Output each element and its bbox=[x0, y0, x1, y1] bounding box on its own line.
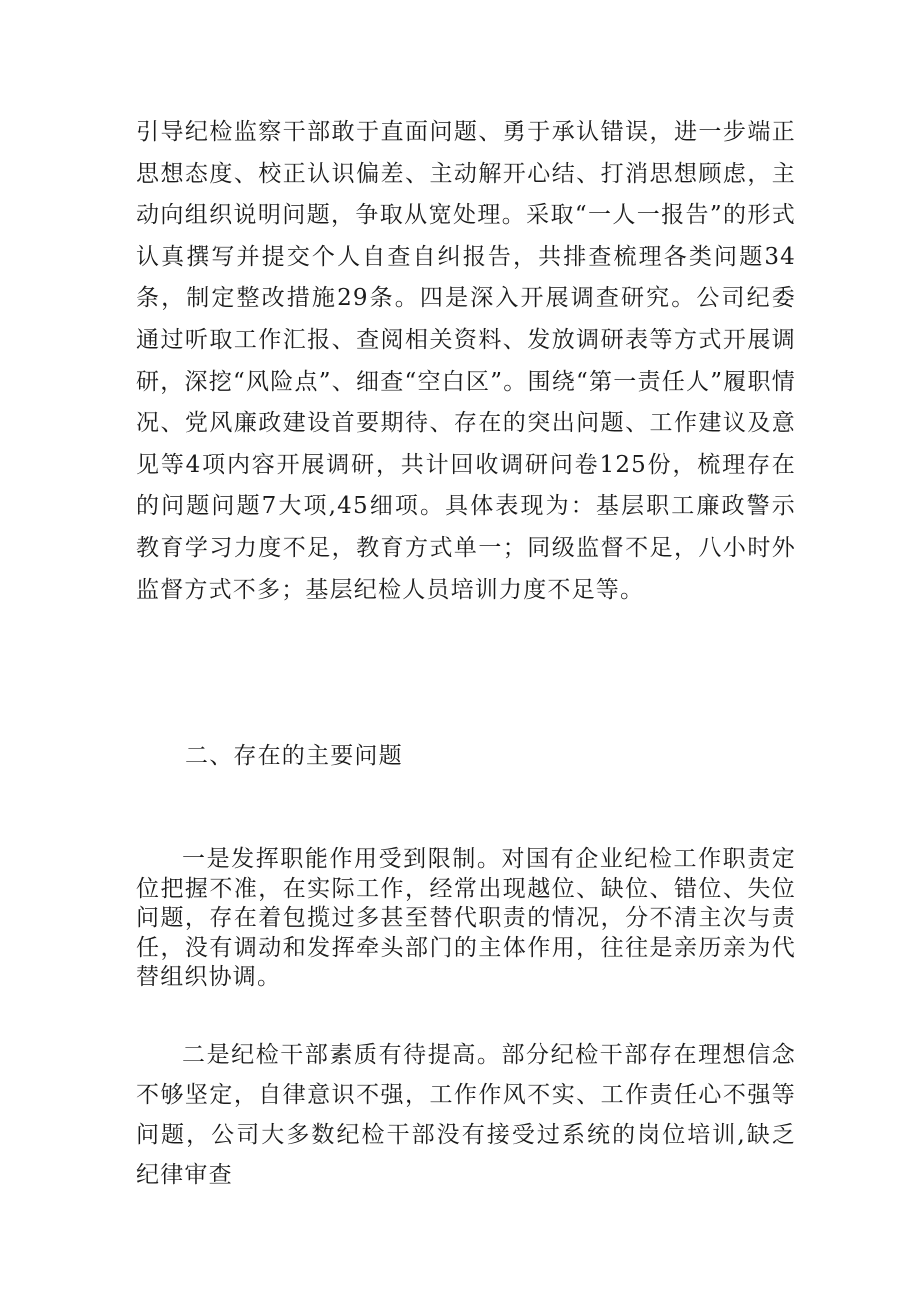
paragraph-investigation-summary: 引导纪检监察干部敢于直面问题、勇于承认错误，进一步端正思想态度、校正认识偏差、主动解开心结、打消思想顾虑，主动向组织说明问题，争取从宽处理。采取“一人一报告”的形式认真撰写并提交个人自查自纠报告，共排查梳理各类问题34条，制定整改措施29条。四是深入开展调查研究。公司纪委通过听取工作汇报、查阅相关资料、发放调研表等方式开展调研，深挖“风险点”、细查“空白区”。围绕“第一责任人”履职情况、党风廉政建设首要期待、存在的突出问题、工作建议及意见等4项内容开展调研，共计回收调研问卷125份，梳理存在的问题问题7大项,45细项。具体表现为：基层职工廉政警示教育学习力度不足，教育方式单一；同级监督不足，八小时外监督方式不多；基层纪检人员培训力度不足等。 bbox=[136, 119, 796, 603]
paragraph-cadre-quality: 二是纪检干部素质有待提高。部分纪检干部存在理想信念不够坚定，自律意识不强，工作作风不实、工作责任心不强等问题，公司大多数纪检干部没有接受过系统的岗位培训,缺乏纪律审查 bbox=[136, 1042, 796, 1188]
section-heading-main-problems: 二、存在的主要问题 bbox=[185, 743, 403, 769]
paragraph-function-limited: 一是发挥职能作用受到限制。对国有企业纪检工作职责定位把握不准，在实际工作，经常出现越位、缺位、错位、失位问题，存在着包揽过多甚至替代职责的情况，分不清主次与责任，没有调动和发挥牵头部门的主体作用，往往是亲历亲为代替组织协调。 bbox=[136, 846, 796, 990]
